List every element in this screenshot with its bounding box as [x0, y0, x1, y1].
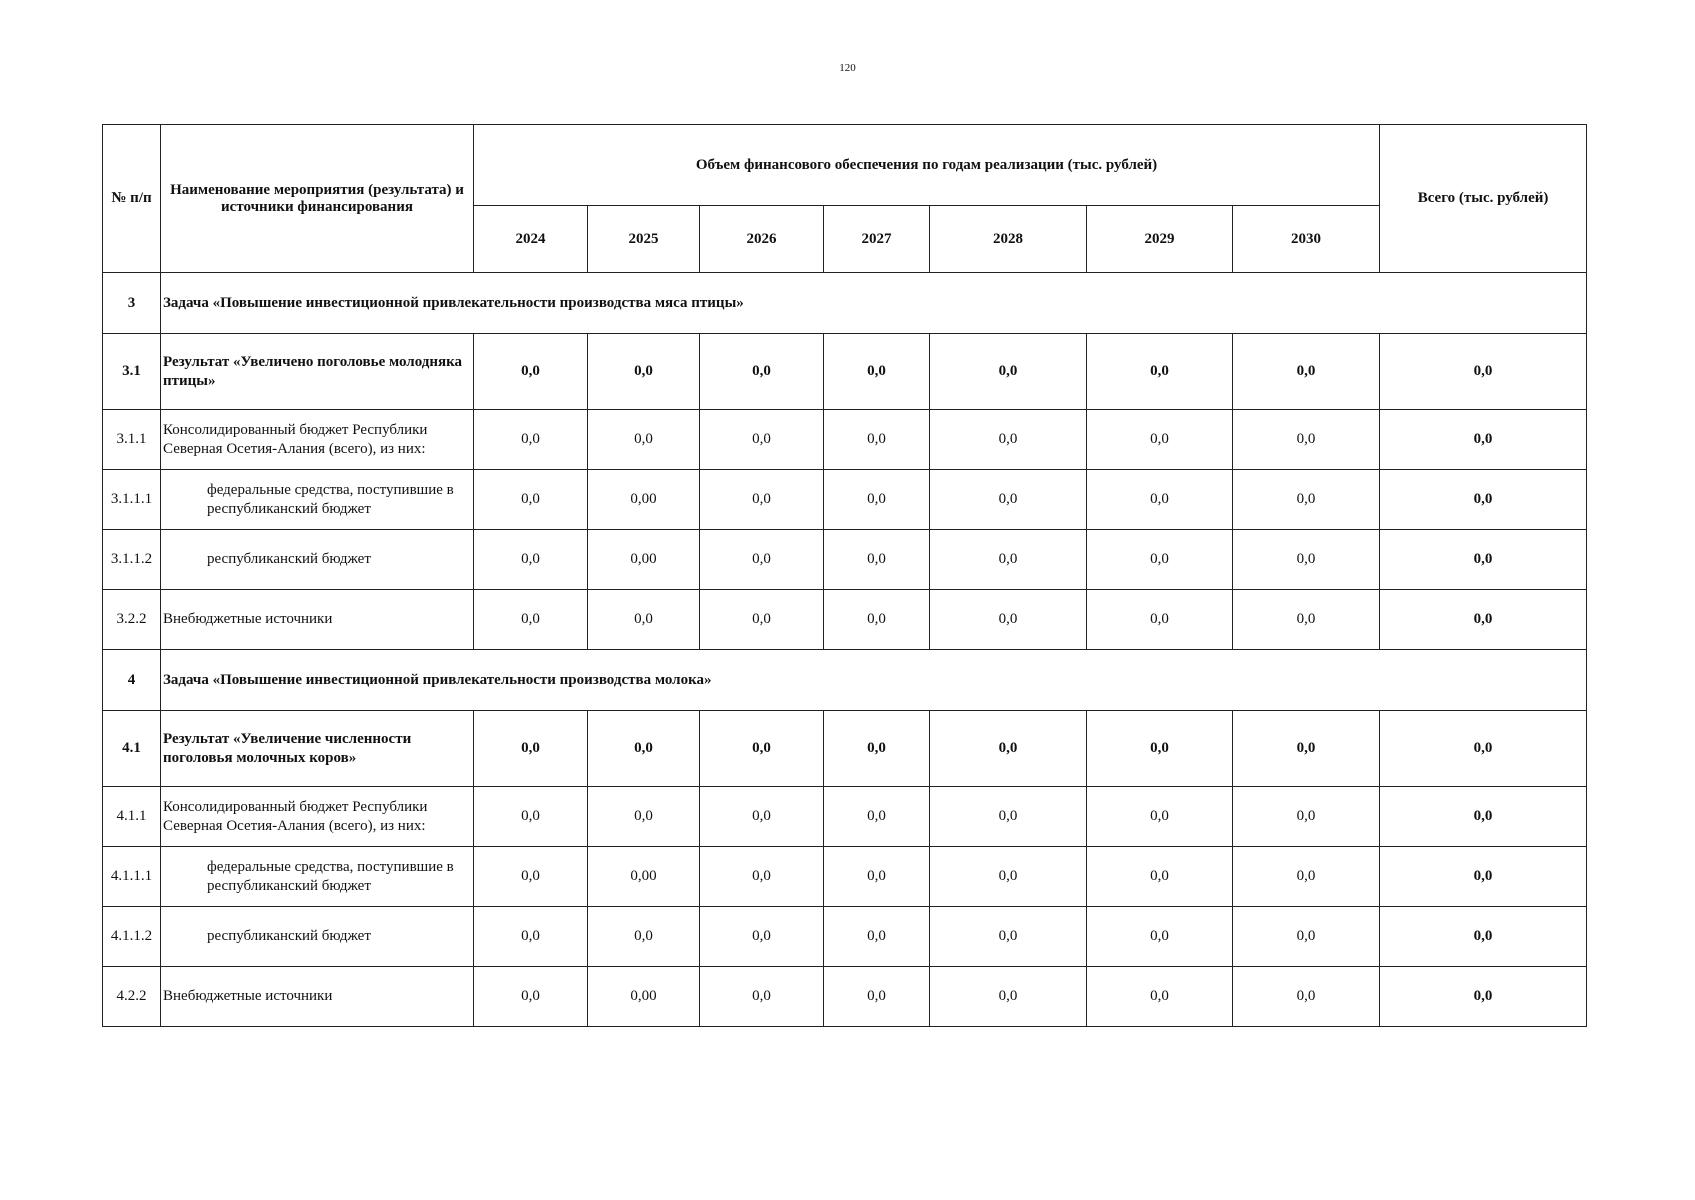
year-value-cell: 0,0 [588, 410, 700, 470]
year-value-cell: 0,0 [474, 711, 588, 787]
row-name: Результат «Увеличение численности поголовья молочных коров» [161, 711, 474, 787]
row-name: федеральные средства, поступившие в республиканский бюджет [161, 847, 474, 907]
year-value-cell: 0,0 [474, 410, 588, 470]
year-value-cell: 0,0 [1087, 847, 1233, 907]
table-row [103, 470, 1587, 530]
row-number: 4 [103, 650, 161, 711]
total-cell: 0,0 [1380, 334, 1587, 410]
row-number: 4.1.1.1 [103, 847, 161, 907]
header-year: 2030 [1233, 206, 1380, 273]
table-row [103, 787, 1587, 847]
year-value-cell: 0,0 [1233, 967, 1380, 1027]
year-value-cell: 0,0 [474, 334, 588, 410]
year-value-cell: 0,0 [1087, 590, 1233, 650]
row-name: Консолидированный бюджет Республики Северная Осетия-Алания (всего), из них: [161, 787, 474, 847]
year-value-cell: 0,0 [1233, 530, 1380, 590]
year-value-cell: 0,0 [474, 847, 588, 907]
table-row [103, 847, 1587, 907]
total-cell: 0,0 [1380, 590, 1587, 650]
header-num: № п/п [103, 125, 161, 273]
year-value-cell: 0,0 [588, 334, 700, 410]
table-row [103, 410, 1587, 470]
task-title: Задача «Повышение инвестиционной привлекательности производства мяса птицы» [161, 273, 1587, 334]
year-value-cell: 0,0 [700, 711, 824, 787]
year-value-cell: 0,0 [1233, 590, 1380, 650]
year-value-cell: 0,0 [824, 470, 930, 530]
row-number: 4.1.1 [103, 787, 161, 847]
page-number: 120 [839, 62, 856, 74]
row-number: 4.1 [103, 711, 161, 787]
financing-table [102, 124, 1587, 1027]
row-name: республиканский бюджет [161, 530, 474, 590]
row-name: Внебюджетные источники [161, 967, 474, 1027]
year-value-cell: 0,0 [824, 530, 930, 590]
year-value-cell: 0,0 [930, 711, 1087, 787]
header-year: 2026 [700, 206, 824, 273]
year-value-cell: 0,0 [1233, 847, 1380, 907]
row-name: Консолидированный бюджет Республики Северная Осетия-Алания (всего), из них: [161, 410, 474, 470]
year-value-cell: 0,0 [700, 334, 824, 410]
table-row [103, 967, 1587, 1027]
year-value-cell: 0,0 [930, 530, 1087, 590]
header-year: 2025 [588, 206, 700, 273]
year-value-cell: 0,0 [700, 787, 824, 847]
year-value-cell: 0,0 [824, 787, 930, 847]
header-name: Наименование мероприятия (результата) и источники финансирования [161, 125, 474, 273]
year-value-cell: 0,0 [474, 470, 588, 530]
table-row [103, 907, 1587, 967]
year-value-cell: 0,0 [700, 967, 824, 1027]
year-value-cell: 0,0 [824, 334, 930, 410]
total-cell: 0,0 [1380, 907, 1587, 967]
year-value-cell: 0,0 [700, 847, 824, 907]
year-value-cell: 0,0 [824, 967, 930, 1027]
year-value-cell: 0,00 [588, 470, 700, 530]
year-value-cell: 0,0 [474, 967, 588, 1027]
header-year: 2027 [824, 206, 930, 273]
header-total: Всего (тыс. рублей) [1380, 125, 1587, 273]
row-name: Результат «Увеличено поголовье молодняка птицы» [161, 334, 474, 410]
year-value-cell: 0,0 [930, 787, 1087, 847]
year-value-cell: 0,0 [1233, 470, 1380, 530]
year-value-cell: 0,0 [1087, 967, 1233, 1027]
year-value-cell: 0,0 [588, 711, 700, 787]
row-name: федеральные средства, поступившие в республиканский бюджет [161, 470, 474, 530]
row-name: Внебюджетные источники [161, 590, 474, 650]
total-cell: 0,0 [1380, 967, 1587, 1027]
year-value-cell: 0,0 [1233, 907, 1380, 967]
task-row [103, 650, 1587, 711]
year-value-cell: 0,0 [1087, 530, 1233, 590]
row-number: 3.1.1.1 [103, 470, 161, 530]
table-row [103, 711, 1587, 787]
total-cell: 0,0 [1380, 530, 1587, 590]
header-volume: Объем финансового обеспечения по годам реализации (тыс. рублей) [474, 125, 1380, 206]
year-value-cell: 0,0 [1087, 470, 1233, 530]
row-name: республиканский бюджет [161, 907, 474, 967]
year-value-cell: 0,0 [1087, 334, 1233, 410]
header-year: 2024 [474, 206, 588, 273]
year-value-cell: 0,0 [700, 590, 824, 650]
year-value-cell: 0,0 [700, 470, 824, 530]
table-row [103, 590, 1587, 650]
year-value-cell: 0,0 [930, 907, 1087, 967]
year-value-cell: 0,00 [588, 847, 700, 907]
task-row [103, 273, 1587, 334]
year-value-cell: 0,0 [824, 847, 930, 907]
table-row [103, 334, 1587, 410]
task-title: Задача «Повышение инвестиционной привлекательности производства молока» [161, 650, 1587, 711]
header-year: 2028 [930, 206, 1087, 273]
year-value-cell: 0,0 [1233, 410, 1380, 470]
row-number: 3.1.1 [103, 410, 161, 470]
year-value-cell: 0,0 [588, 590, 700, 650]
total-cell: 0,0 [1380, 847, 1587, 907]
year-value-cell: 0,0 [1087, 787, 1233, 847]
year-value-cell: 0,0 [930, 590, 1087, 650]
total-cell: 0,0 [1380, 410, 1587, 470]
year-value-cell: 0,0 [824, 590, 930, 650]
row-number: 3.1 [103, 334, 161, 410]
year-value-cell: 0,0 [1087, 410, 1233, 470]
table-header [103, 125, 1587, 273]
table-row [103, 530, 1587, 590]
total-cell: 0,0 [1380, 787, 1587, 847]
row-number: 4.1.1.2 [103, 907, 161, 967]
year-value-cell: 0,0 [930, 470, 1087, 530]
table-body [103, 273, 1587, 1027]
year-value-cell: 0,0 [1233, 787, 1380, 847]
row-number: 3 [103, 273, 161, 334]
row-number: 3.1.1.2 [103, 530, 161, 590]
year-value-cell: 0,00 [588, 530, 700, 590]
year-value-cell: 0,0 [474, 907, 588, 967]
year-value-cell: 0,0 [1233, 711, 1380, 787]
year-value-cell: 0,0 [1087, 907, 1233, 967]
year-value-cell: 0,0 [930, 967, 1087, 1027]
year-value-cell: 0,0 [474, 590, 588, 650]
row-number: 4.2.2 [103, 967, 161, 1027]
header-year: 2029 [1087, 206, 1233, 273]
year-value-cell: 0,0 [700, 907, 824, 967]
year-value-cell: 0,0 [824, 711, 930, 787]
year-value-cell: 0,0 [700, 530, 824, 590]
year-value-cell: 0,0 [588, 907, 700, 967]
total-cell: 0,0 [1380, 711, 1587, 787]
year-value-cell: 0,0 [1233, 334, 1380, 410]
year-value-cell: 0,0 [930, 410, 1087, 470]
year-value-cell: 0,00 [588, 967, 700, 1027]
year-value-cell: 0,0 [700, 410, 824, 470]
year-value-cell: 0,0 [824, 907, 930, 967]
year-value-cell: 0,0 [474, 530, 588, 590]
year-value-cell: 0,0 [474, 787, 588, 847]
total-cell: 0,0 [1380, 470, 1587, 530]
year-value-cell: 0,0 [930, 847, 1087, 907]
year-value-cell: 0,0 [930, 334, 1087, 410]
year-value-cell: 0,0 [1087, 711, 1233, 787]
row-number: 3.2.2 [103, 590, 161, 650]
year-value-cell: 0,0 [824, 410, 930, 470]
year-value-cell: 0,0 [588, 787, 700, 847]
